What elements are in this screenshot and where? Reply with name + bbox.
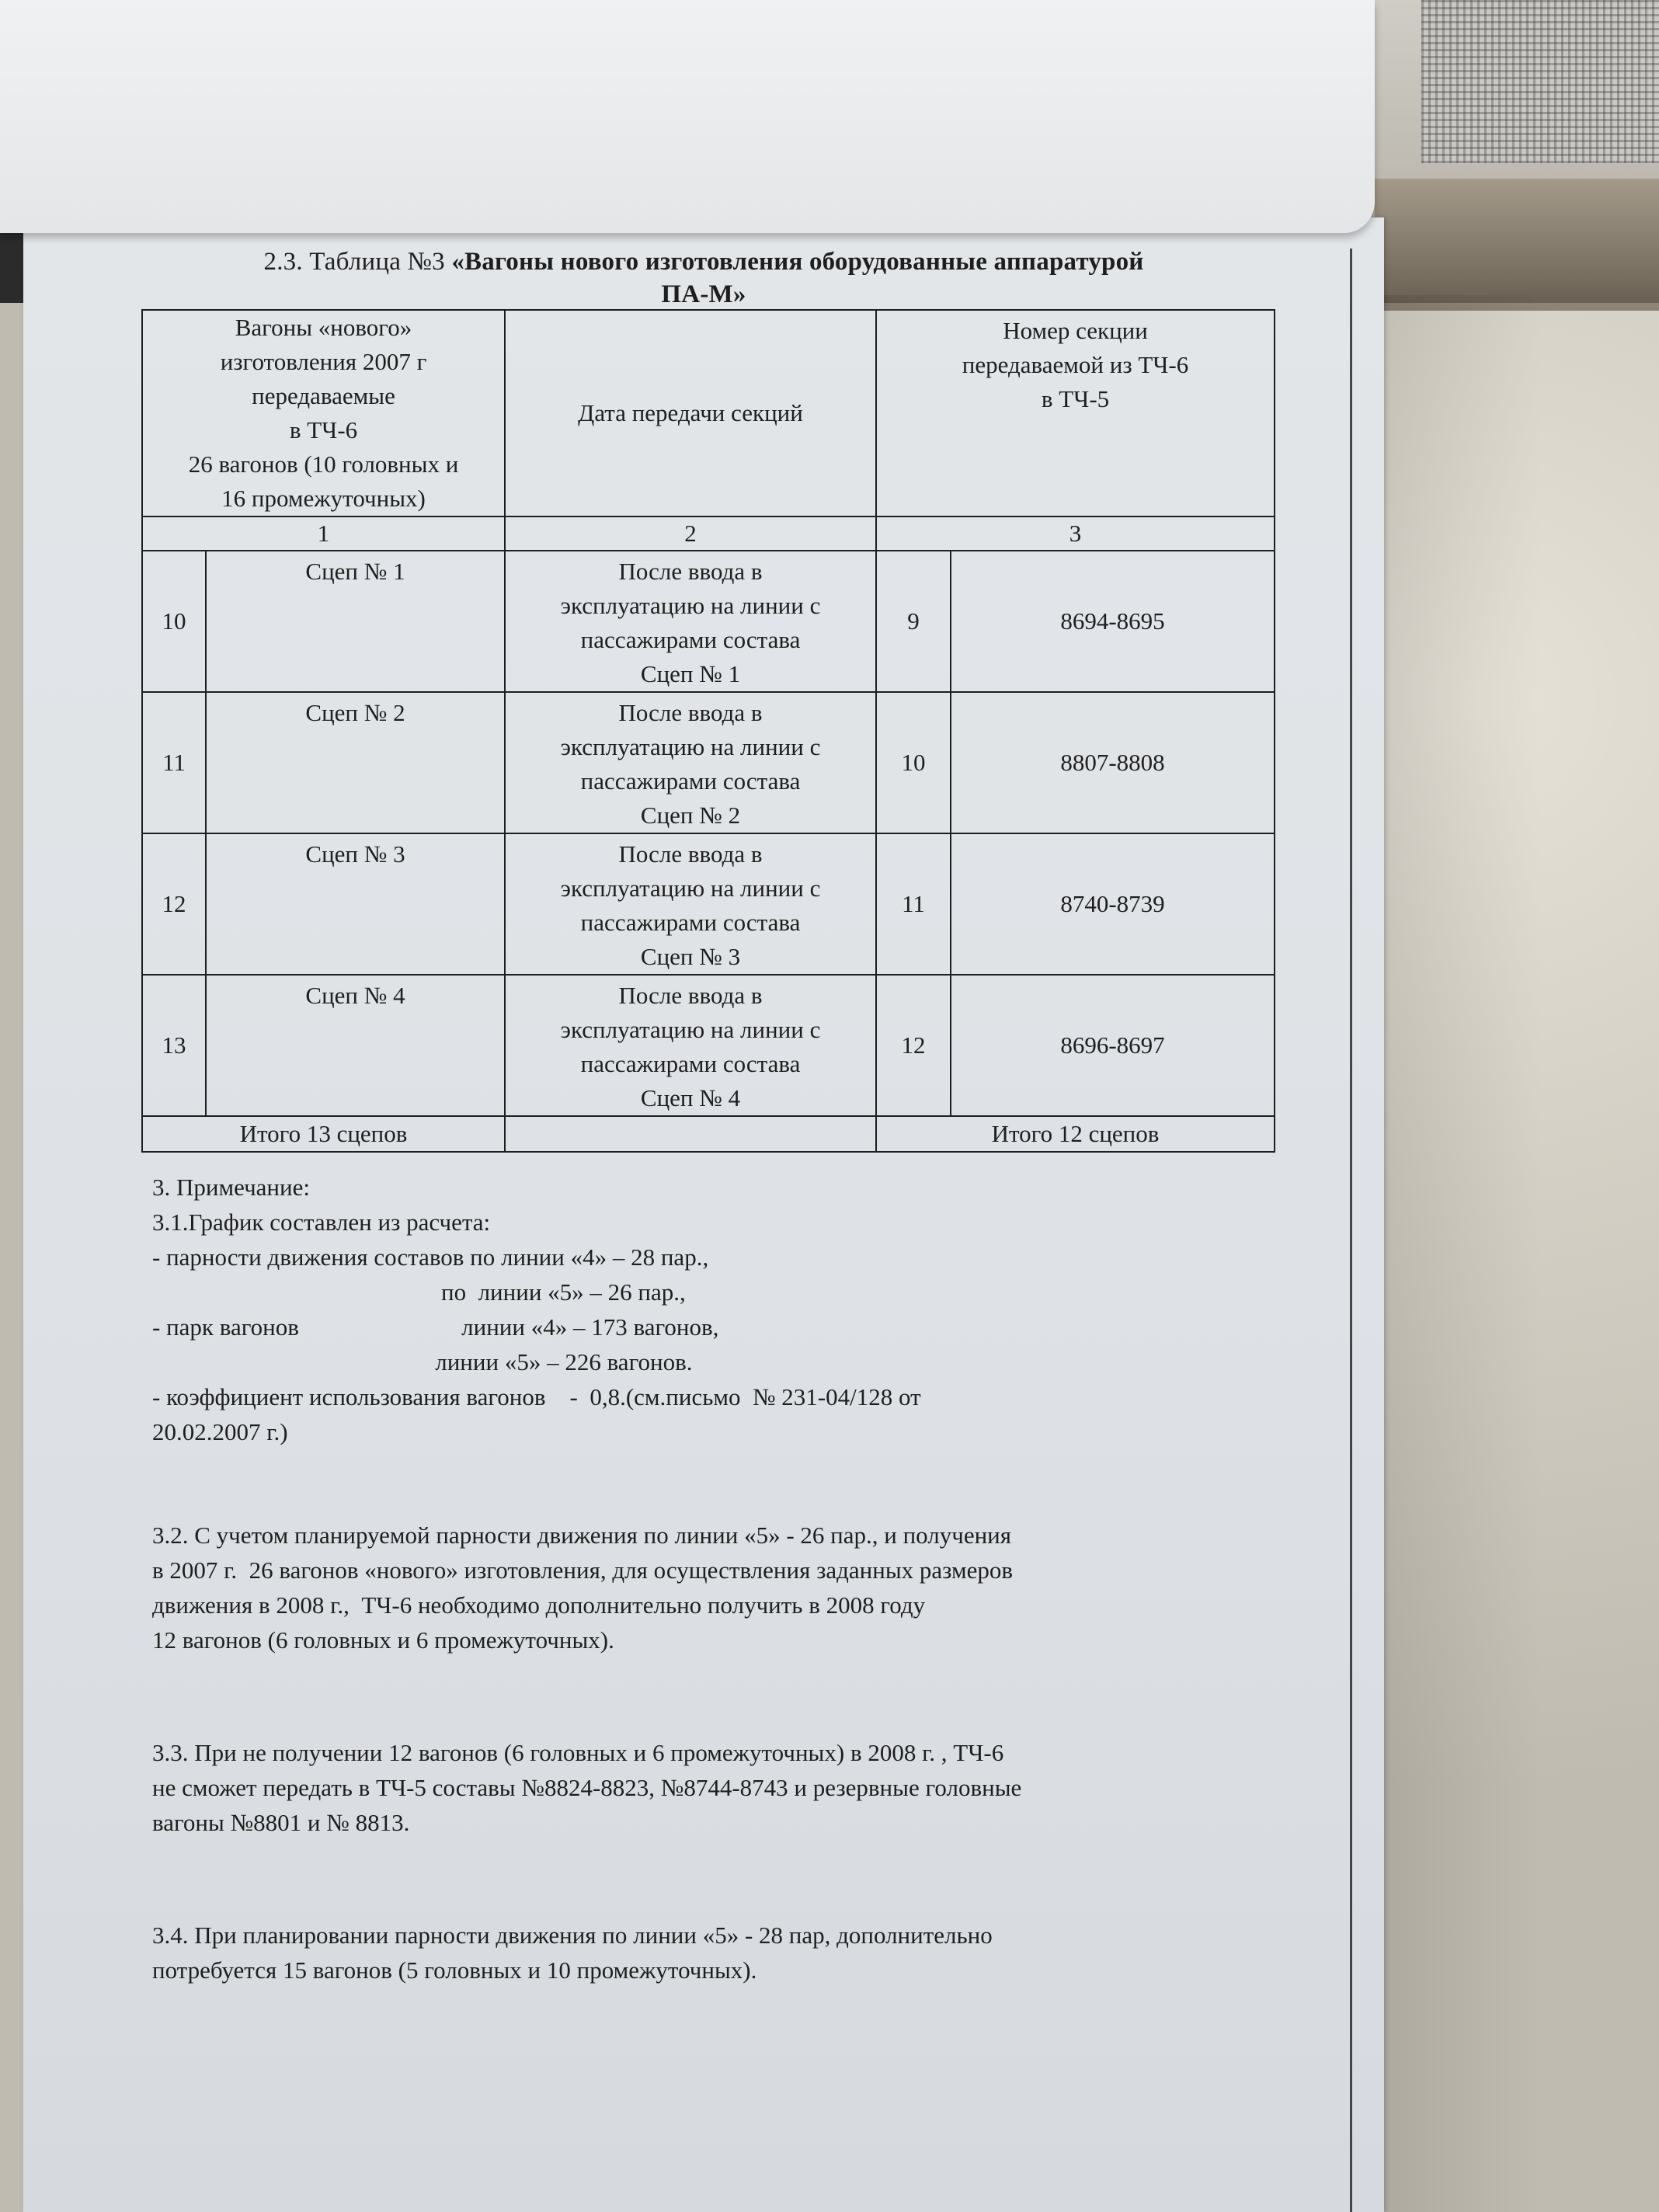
note-line: линии «5» – 226 вагонов.	[152, 1348, 693, 1376]
section-number: 8696-8697	[951, 975, 1275, 1116]
date-cell: После ввода в эксплуатацию на линии с пассажирами состава Сцеп № 2	[505, 692, 876, 833]
spacer	[152, 1449, 1302, 1518]
heading-title: «Вагоны нового изготовления оборудованные аппаратурой	[451, 248, 1144, 276]
notes-section	[152, 1170, 1302, 1988]
row-number: 11	[142, 692, 206, 833]
table-row	[142, 551, 1275, 692]
note-3-4-line: потребуется 15 вагонов (5 головных и 10 промежуточных).	[152, 1956, 757, 1984]
row-number-3: 9	[876, 551, 951, 692]
col-number: 3	[876, 516, 1275, 551]
footer-total-right: Итого 12 сцепов	[876, 1116, 1275, 1152]
header-col3: Номер секции передаваемой из ТЧ-6 в ТЧ-5	[876, 310, 1275, 516]
note-line: - парности движения составов по линии «4» – 28 пар.,	[152, 1243, 709, 1271]
table-heading	[23, 245, 1384, 311]
row-number-3: 10	[876, 692, 951, 833]
note-line: - коэффициент использования вагонов - 0,8.(см.письмо № 231-04/128 от	[152, 1383, 921, 1410]
table-row	[142, 975, 1275, 1116]
heading-title-line2: ПА-М»	[661, 280, 746, 308]
date-cell: После ввода в эксплуатацию на линии с пассажирами состава Сцеп № 3	[505, 833, 876, 975]
col-number: 2	[505, 516, 876, 551]
section-number: 8807-8808	[951, 692, 1275, 833]
table-row	[142, 833, 1275, 975]
note-line: по линии «5» – 26 пар.,	[152, 1278, 686, 1306]
window-sill	[1375, 179, 1659, 303]
coupling-cell: Сцеп № 4	[206, 975, 505, 1116]
row-number: 10	[142, 551, 206, 692]
spacer	[152, 1840, 1302, 1918]
date-cell: После ввода в эксплуатацию на линии с пассажирами состава Сцеп № 4	[505, 975, 876, 1116]
row-number: 13	[142, 975, 206, 1116]
window-grille	[1421, 0, 1659, 163]
table-footer-row	[142, 1116, 1275, 1152]
footer-total-left: Итого 13 сцепов	[142, 1116, 505, 1152]
note-3-1-title: 3.1.График составлен из расчета:	[152, 1209, 491, 1236]
note-3-4-line: 3.4. При планировании парности движения по линии «5» - 28 пар, дополнительно	[152, 1922, 993, 1949]
section-number: 8694-8695	[951, 551, 1275, 692]
table-header-row	[142, 310, 1275, 516]
note-3-2-line: 3.2. С учетом планируемой парности движения по линии «5» - 26 пар., и получения	[152, 1522, 1012, 1549]
table-row	[142, 692, 1275, 833]
coupling-cell: Сцеп № 3	[206, 833, 505, 975]
note-3-2-line: 12 вагонов (6 головных и 6 промежуточных).	[152, 1626, 614, 1654]
row-number-3: 12	[876, 975, 951, 1116]
wall-shadow	[1367, 295, 1659, 2212]
note-line: 20.02.2007 г.)	[152, 1418, 288, 1445]
page-border-line	[1350, 249, 1352, 2212]
note-3-3-line: вагоны №8801 и № 8813.	[152, 1809, 410, 1836]
coupling-cell: Сцеп № 1	[206, 551, 505, 692]
note-line: - парк вагонов линии «4» – 173 вагонов,	[152, 1313, 719, 1341]
col-number: 1	[142, 516, 505, 551]
notes-heading: 3. Примечание:	[152, 1174, 310, 1201]
note-3-3-line: 3.3. При не получении 12 вагонов (6 головных и 6 промежуточных) в 2008 г. , ТЧ-6	[152, 1739, 1004, 1766]
heading-prefix: 2.3. Таблица №3	[263, 248, 445, 276]
note-3-2-line: движения в 2008 г., ТЧ-6 необходимо дополнительно получить в 2008 году	[152, 1591, 926, 1619]
date-cell: После ввода в эксплуатацию на линии с пассажирами состава Сцеп № 1	[505, 551, 876, 692]
coupling-cell: Сцеп № 2	[206, 692, 505, 833]
header-col1: Вагоны «нового» изготовления 2007 г передаваемые в ТЧ-6 26 вагонов (10 головных и 16 промежуточных)	[142, 310, 505, 516]
overlapping-sheet	[0, 0, 1375, 233]
row-number: 12	[142, 833, 206, 975]
section-number: 8740-8739	[951, 833, 1275, 975]
note-3-3-line: не сможет передать в ТЧ-5 составы №8824-8823, №8744-8743 и резервные головные	[152, 1774, 1022, 1801]
header-col2: Дата передачи секций	[505, 310, 876, 516]
column-number-row	[142, 516, 1275, 551]
document-page	[23, 217, 1384, 2212]
note-3-2-line: в 2007 г. 26 вагонов «нового» изготовления, для осуществления заданных размеров	[152, 1556, 1013, 1584]
spacer	[152, 1657, 1302, 1735]
section-table	[141, 309, 1275, 1153]
footer-empty	[505, 1116, 876, 1152]
row-number-3: 11	[876, 833, 951, 975]
